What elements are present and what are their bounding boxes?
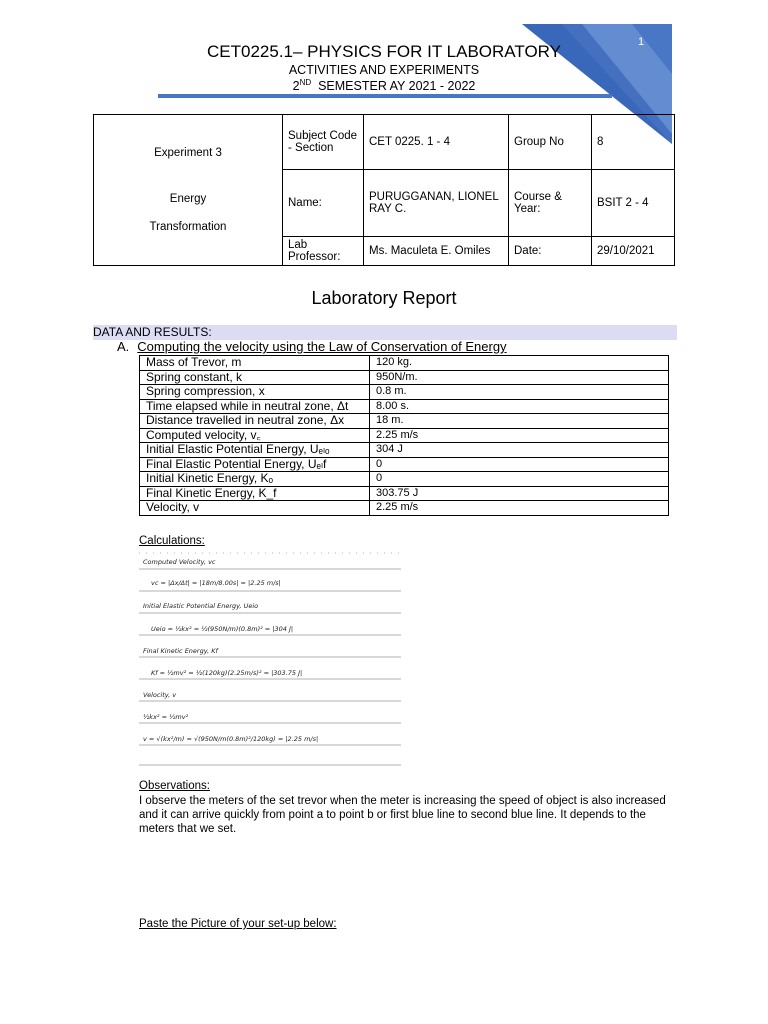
date-label: Date: <box>509 237 592 266</box>
prof-value: Ms. Maculeta E. Omiles <box>364 237 509 266</box>
nb-line-1: Computed Velocity, vc <box>143 558 216 566</box>
header-rule <box>158 94 612 98</box>
name-label: Name: <box>283 170 364 237</box>
page-number: 1 <box>638 36 645 48</box>
data-table <box>139 355 669 516</box>
section-heading: DATA AND RESULTS: <box>93 325 677 340</box>
nb-line-5: Final Kinetic Energy, Kf <box>143 647 218 655</box>
course-label: Course & Year: <box>509 170 592 237</box>
experiment-number: Experiment 3 <box>154 147 222 159</box>
table-row: Velocity, v 2.25 m/s <box>140 501 669 516</box>
course-title: CET0225.1– PHYSICS FOR IT LABORATORY <box>207 42 561 61</box>
nb-line-6: Kf = ½mv² = ½(120kg)(2.25m/s)² = |303.75 J| <box>151 669 303 677</box>
nb-line-7: Velocity, v <box>143 691 177 699</box>
subject-label: Subject Code - Section <box>283 115 364 170</box>
group-value: 8 <box>592 115 675 170</box>
table-row: Initial Kinetic Energy, Kₒ 0 <box>140 472 669 487</box>
group-label: Group No <box>509 115 592 170</box>
table-row: Distance travelled in neutral zone, Δx 18 m. <box>140 414 669 429</box>
report-title: Laboratory Report <box>311 288 457 308</box>
table-row: Initial Elastic Potential Energy, Uₑₗₒ 304 J <box>140 443 669 458</box>
paste-picture-label: Paste the Picture of your set-up below: <box>139 918 337 930</box>
table-row: Time elapsed while in neutral zone, Δt 8.00 s. <box>140 399 669 414</box>
calculations-label: Calculations: <box>139 535 205 547</box>
date-value: 29/10/2021 <box>592 237 675 266</box>
subject-value: CET 0225. 1 - 4 <box>364 115 509 170</box>
table-row: Mass of Trevor, m 120 kg. <box>140 356 669 371</box>
nb-line-8: ½kx² = ½mv² <box>143 713 189 721</box>
course-value: BSIT 2 - 4 <box>592 170 675 237</box>
observations-label: Observations: <box>139 780 210 792</box>
handwritten-calculations-image <box>139 545 401 767</box>
table-row: Final Elastic Potential Energy, Uₑₗf 0 <box>140 457 669 472</box>
topic-line-2: Transformation <box>149 221 227 233</box>
nb-line-2: vc = |Δx/Δt| = |18m/8.00s| = |2.25 m/s| <box>151 579 281 587</box>
nb-line-9: v = √(kx²/m) = √(950N/m(0.8m)²/120kg) = |2.25 m/s| <box>143 735 319 743</box>
course-subtitle: ACTIVITIES AND EXPERIMENTS <box>288 63 480 77</box>
observations-text: I observe the meters of the set trevor when the meter is increasing the speed of object is also increased and it can arrive quickly from point a to point b or first blue line to second blue line. It depends to the meters that we set. <box>139 795 666 835</box>
semester-line: 2ND SEMESTER AY 2021 - 2022 <box>292 78 476 94</box>
name-value: PURUGGANAN, LIONEL RAY C. <box>364 170 509 237</box>
table-row: Final Kinetic Energy, K_f 303.75 J <box>140 486 669 501</box>
nb-line-4: Ueio = ½kx² = ½(950N/m)(0.8m)² = |304 J| <box>151 625 294 633</box>
prof-label: Lab Professor: <box>283 237 364 266</box>
table-row: Spring constant, k 950N/m. <box>140 370 669 385</box>
nb-line-3: Initial Elastic Potential Energy, Ueio <box>143 602 259 610</box>
table-row: Spring compression, x 0.8 m. <box>140 385 669 400</box>
info-table <box>93 114 675 266</box>
subsection-heading: A. Computing the velocity using the Law of Conservation of Energy <box>117 339 507 354</box>
table-row: Computed velocity, v꜀ 2.25 m/s <box>140 428 669 443</box>
topic-line-1: Energy <box>169 193 207 205</box>
